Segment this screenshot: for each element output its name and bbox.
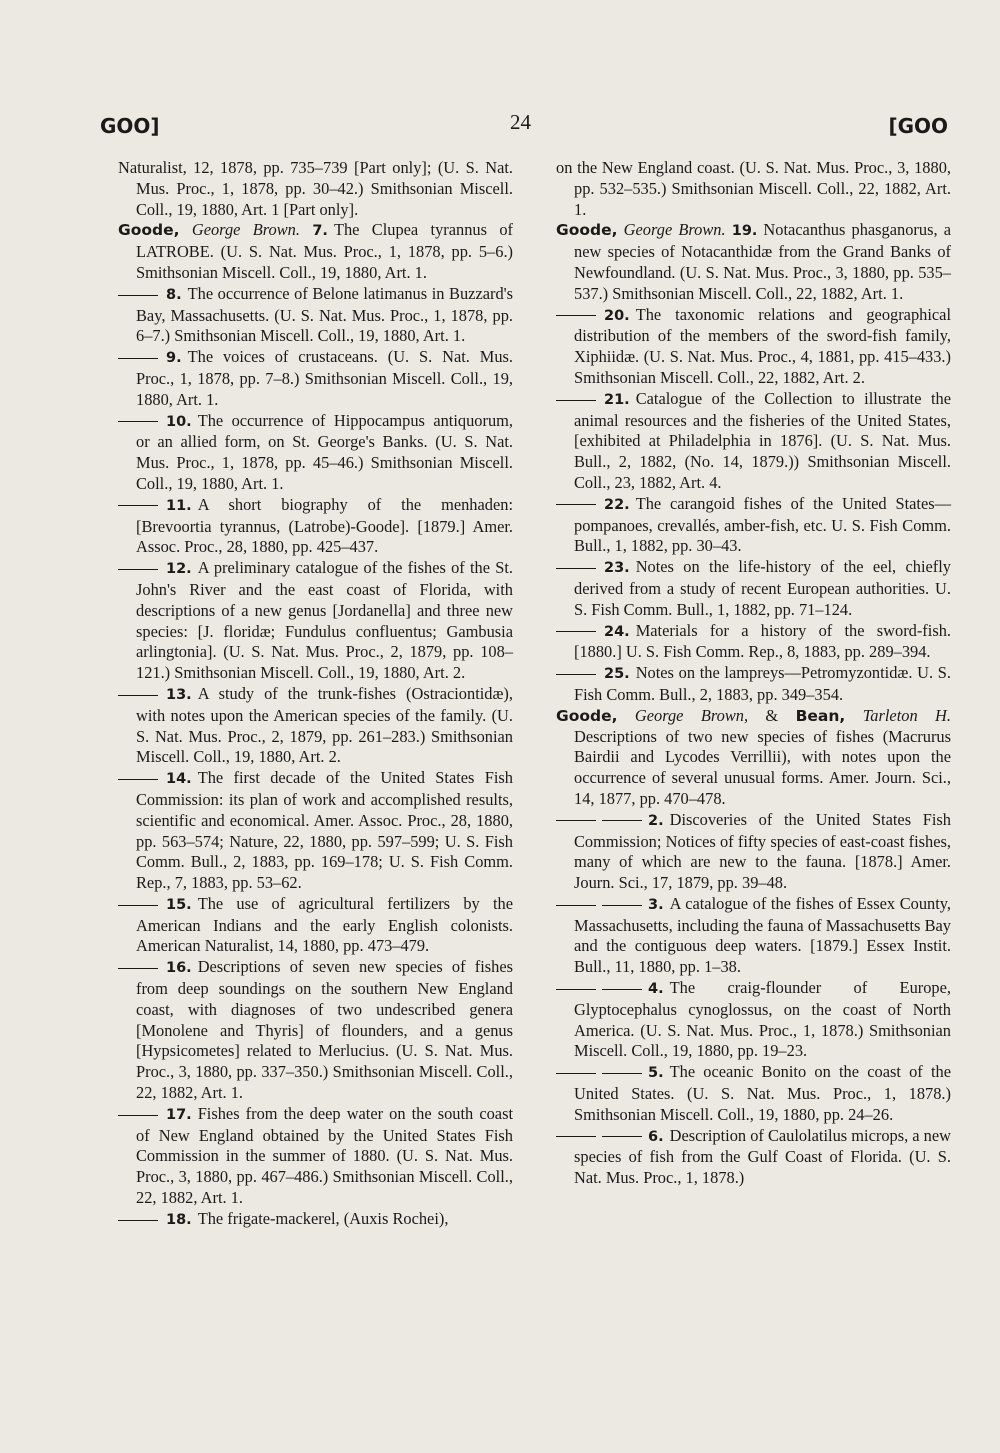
entry-text: Catalogue of the Collection to illustrate the animal resources and the fisheries of the United States, [exhibited at Philadelphia in 1876]. (U. S. Nat. Mus. Bull., 2, 1882, (No. 14, 1879.)) Smithsonian Miscell. Coll., 23, 1882, Art. 4.	[574, 388, 951, 492]
entry-number: 15.	[166, 896, 192, 913]
bibliography-entry	[118, 957, 513, 1104]
coauthor-surname: Bean,	[795, 706, 846, 725]
entry-text: The occurrence of Belone latimanus in Buzzard's Bay, Massachusetts. (U. S. Nat. Mus. Proc., 1, 1878, pp. 6–7.) Smithsonian Miscell. Coll., 19, 1880, Art. 1.	[136, 283, 513, 346]
author-given-name: George Brown.	[191, 220, 300, 240]
entry-text: Notes on the lampreys—Petromyzontidæ. U. S. Fish Comm. Bull., 2, 1883, pp. 349–354.	[574, 663, 951, 704]
header-left-guide: GOO]	[100, 114, 160, 138]
entry-number: 23.	[604, 560, 630, 577]
entry-number: 5.	[648, 1065, 664, 1082]
bibliography-entry	[556, 389, 951, 494]
ditto-dash	[556, 989, 596, 990]
entry-number: 14.	[166, 771, 192, 788]
entry-text: The Clupea tyrannus of LATROBE. (U. S. Nat. Mus. Proc., 1, 1878, pp. 5–6.) Smithsonian Miscell. Coll., 19, 1880, Art. 1.	[136, 220, 513, 282]
entry-number: 19.	[731, 223, 758, 240]
bibliography-entry	[118, 1104, 513, 1209]
entry-text: Descriptions of two new species of fishes (Macrurus Bairdii and Lycodes Verrillii), with notes upon the occurrence of several unusual forms. Amer. Journ. Sci., 14, 1877, pp. 470–478.	[574, 726, 951, 808]
entry-number: 6.	[648, 1128, 664, 1145]
ditto-dash	[556, 820, 596, 821]
entry-text: Notacanthus phasganorus, a new species of Notacanthidæ from the Grand Banks of Newfoundland. (U. S. Nat. Mus. Proc., 3, 1880, pp. 535–537.) Smithsonian Miscell. Coll., 22, 1882, Art. 1.	[574, 220, 951, 303]
bibliography-entry	[118, 768, 513, 894]
bibliography-entry: Goode, George Brown, & Bean, Tarleton H. Descriptions of two new species of fishes (Macrurus Bairdii and Lycodes Verrillii), with notes upon the occurrence of several unusual forms. Amer. Journ. Sci., 14, 1877, pp. 470–478.	[556, 705, 951, 808]
ditto-dash	[556, 1073, 596, 1074]
entry-text: A short biography of the menhaden: [Brevoortia tyrannus, (Latrobe)-Goode]. [1879.] Amer. Assoc. Proc., 28, 1880, pp. 425–437.	[136, 494, 513, 557]
author-surname: Goode,	[556, 221, 618, 240]
entry-text: The carangoid fishes of the United States—pompanoes, crevallés, amber-fish, etc. U. S. Fish Comm. Bull., 1, 1882, pp. 30–43.	[574, 493, 951, 556]
bibliography-entry	[118, 347, 513, 410]
bibliography-entry	[556, 663, 951, 706]
bibliography-entry	[118, 684, 513, 768]
entry-number: 18.	[166, 1211, 192, 1228]
entry-text: The oceanic Bonito on the coast of the United States. (U. S. Nat. Mus. Proc., 1, 1878.) Smithsonian Miscell. Coll., 19, 1880, pp. 24–26.	[574, 1062, 951, 1124]
bibliography-entry	[118, 220, 513, 283]
entry-text: Fishes from the deep water on the south coast of New England obtained by the United States Fish Commission in the summer of 1880. (U. S. Nat. Mus. Proc., 3, 1880, pp. 467–486.) Smithsonian Miscell. Coll., 22, 1882, Art. 1.	[136, 1103, 513, 1208]
entry-text: Discoveries of the United States Fish Commission; Notices of fifty species of east-coast fishes, many of which are new to the fauna. [1878.] Amer. Journ. Sci., 17, 1879, pp. 39–48.	[574, 809, 951, 893]
entry-number: 2.	[648, 812, 664, 829]
left-column	[118, 158, 513, 1231]
ditto-dash	[118, 295, 158, 296]
coauthor-given-name: Tarleton H.	[862, 705, 951, 725]
bibliography-entry	[556, 978, 951, 1062]
bibliography-entry	[556, 621, 951, 664]
entry-text: Description of Caulolatilus microps, a new species of fish from the Gulf Coast of Florida. (U. S. Nat. Mus. Proc., 1, 1878.)	[574, 1125, 951, 1188]
entry-number: 13.	[166, 686, 192, 703]
ditto-dash	[118, 968, 158, 969]
entry-number: 9.	[166, 350, 182, 367]
ditto-dash	[556, 631, 596, 632]
ditto-dash	[118, 1220, 158, 1221]
bibliography-entry	[556, 810, 951, 894]
bibliography-entry	[118, 558, 513, 684]
entry-text: The use of agricultural fertilizers by the American Indians and the early English colonists. American Naturalist, 14, 1880, pp. 473–479.	[136, 893, 513, 956]
entry-text: The first decade of the United States Fish Commission: its plan of work and accomplished results, scientific and economical. Amer. Assoc. Proc., 28, 1880, pp. 563–574; Nature, 22, 1880, pp. 597–599; U. S. Fish Comm. Bull., 2, 1883, pp. 169–178; U. S. Fish Comm. Rep., 7, 1883, pp. 53–62.	[136, 768, 513, 893]
ditto-dash	[118, 421, 158, 422]
bibliography-entry	[556, 1062, 951, 1125]
author-surname: Goode,	[118, 221, 180, 240]
entry-number: 21.	[604, 391, 630, 408]
bibliography-entry	[118, 1209, 513, 1231]
entry-text: The frigate-mackerel, (Auxis Rochei),	[197, 1208, 449, 1228]
page-number: 24	[510, 110, 531, 134]
page-header	[100, 108, 948, 142]
entry-number: 12.	[166, 561, 192, 578]
bibliography-entry	[556, 1126, 951, 1189]
ditto-dash	[602, 1136, 642, 1137]
entry-number: 20.	[604, 307, 630, 324]
ditto-dash	[556, 568, 596, 569]
ditto-dash	[556, 504, 596, 505]
ditto-dash	[118, 505, 158, 506]
entry-text: A preliminary catalogue of the fishes of the St. John's River and the east coast of Florida, with descriptions of a new genus [Jordanella] and three new species: [J. floridæ; Fundulus confluentus; Gambusia arlingtonia]. (U. S. Nat. Mus. Proc., 2, 1879, pp. 108–121.) Smithsonian Miscell. Coll., 19, 1880, Art. 2.	[136, 558, 513, 683]
bibliography-entry	[118, 495, 513, 558]
bibliography-entry	[118, 284, 513, 347]
entry-number: 24.	[604, 623, 630, 640]
bibliography-entry	[118, 894, 513, 957]
entry-number: 17.	[166, 1106, 192, 1123]
ditto-dash	[602, 1073, 642, 1074]
author-surname: Goode,	[556, 706, 618, 725]
ditto-dash	[118, 695, 158, 696]
entry-number: 4.	[648, 981, 664, 998]
entry-text: The occurrence of Hippocampus antiquorum, or an allied form, on St. George's Banks. (U. S. Nat. Mus. Proc., 1, 1878, pp. 45–46.) Smithsonian Miscell. Coll., 19, 1880, Art. 1.	[136, 410, 513, 493]
entry-text: Descriptions of seven new species of fishes from deep soundings on the southern New England coast, with diagnoses of two undescribed genera [Monolene and Thyris] of flounders, and a genus [Hypsicometes] related to Merlucius. (U. S. Nat. Mus. Proc., 3, 1880, pp. 337–350.) Smithsonian Miscell. Coll., 22, 1882, Art. 1.	[136, 957, 513, 1103]
ditto-dash	[556, 905, 596, 906]
entry-number: 3.	[648, 896, 664, 913]
ditto-dash	[556, 1136, 596, 1137]
author-given-name: George Brown.	[623, 220, 726, 240]
entry-text: Notes on the life-history of the eel, chiefly derived from a study of recent European authorities. U. S. Fish Comm. Bull., 1, 1882, pp. 71–124.	[574, 557, 951, 619]
bibliography-entry	[556, 557, 951, 620]
ditto-dash	[556, 400, 596, 401]
entry-number: 8.	[166, 286, 182, 303]
bibliography-entry	[556, 305, 951, 389]
ditto-dash	[602, 905, 642, 906]
entry-number: 25.	[604, 666, 630, 683]
bibliography-entry	[118, 411, 513, 495]
entry-text: Naturalist, 12, 1878, pp. 735–739 [Part only]; (U. S. Nat. Mus. Proc., 1, 1878, pp. 30–42.) Smithsonian Miscell. Coll., 19, 1880, Art. 1 [Part only].	[118, 158, 513, 219]
ditto-dash	[602, 989, 642, 990]
entry-number: 16.	[166, 960, 192, 977]
entry-number: 7.	[312, 223, 328, 240]
bibliography-entry	[556, 894, 951, 978]
ditto-dash	[602, 820, 642, 821]
bibliography-entry	[556, 494, 951, 557]
entry-number: 22.	[604, 496, 630, 513]
entry-number: 10.	[166, 413, 192, 430]
entry-number: 11.	[166, 497, 192, 514]
right-column	[556, 158, 951, 1189]
ditto-dash	[118, 1115, 158, 1116]
author-given-name: George Brown,	[634, 705, 749, 725]
entry-text: Materials for a history of the sword-fish. [1880.] U. S. Fish Comm. Rep., 8, 1883, pp. 289–394.	[574, 620, 951, 662]
entry-text: A study of the trunk-fishes (Ostraciontidæ), with notes upon the American species of the family. (U. S. Nat. Mus. Proc., 2, 1879, pp. 261–283.) Smithsonian Miscell. Coll., 19, 1880, Art. 2.	[136, 683, 513, 767]
ditto-dash	[556, 674, 596, 675]
ditto-dash	[556, 315, 596, 316]
ditto-dash	[118, 358, 158, 359]
entry-text: The taxonomic relations and geographical distribution of the members of the sword-fish family, Xiphiidæ. (U. S. Nat. Mus. Proc., 4, 1881, pp. 415–433.) Smithsonian Miscell. Coll., 22, 1882, Art. 2.	[574, 304, 951, 387]
entry-continuation	[556, 158, 951, 220]
header-right-guide: [GOO	[888, 114, 948, 138]
entry-text: on the New England coast. (U. S. Nat. Mus. Proc., 3, 1880, pp. 532–535.) Smithsonian Miscell. Coll., 22, 1882, Art. 1.	[556, 158, 951, 219]
entry-text: The craig-flounder of Europe, Glyptocephalus cynoglossus, on the coast of North America. (U. S. Nat. Mus. Proc., 1, 1878.) Smithsonian Miscell. Coll., 19, 1880, pp. 19–23.	[574, 978, 951, 1061]
ditto-dash	[118, 905, 158, 906]
ditto-dash	[118, 569, 158, 570]
entry-text: A catalogue of the fishes of Essex County, Massachusetts, including the fauna of Massachusetts Bay and the contiguous deep waters. [1879.] Essex Instit. Bull., 11, 1880, pp. 1–38.	[574, 893, 951, 977]
ditto-dash	[118, 779, 158, 780]
entry-text: The voices of crustaceans. (U. S. Nat. Mus. Proc., 1, 1878, pp. 7–8.) Smithsonian Miscell. Coll., 19, 1880, Art. 1.	[136, 347, 513, 409]
bibliography-entry	[556, 220, 951, 304]
entry-continuation	[118, 158, 513, 220]
